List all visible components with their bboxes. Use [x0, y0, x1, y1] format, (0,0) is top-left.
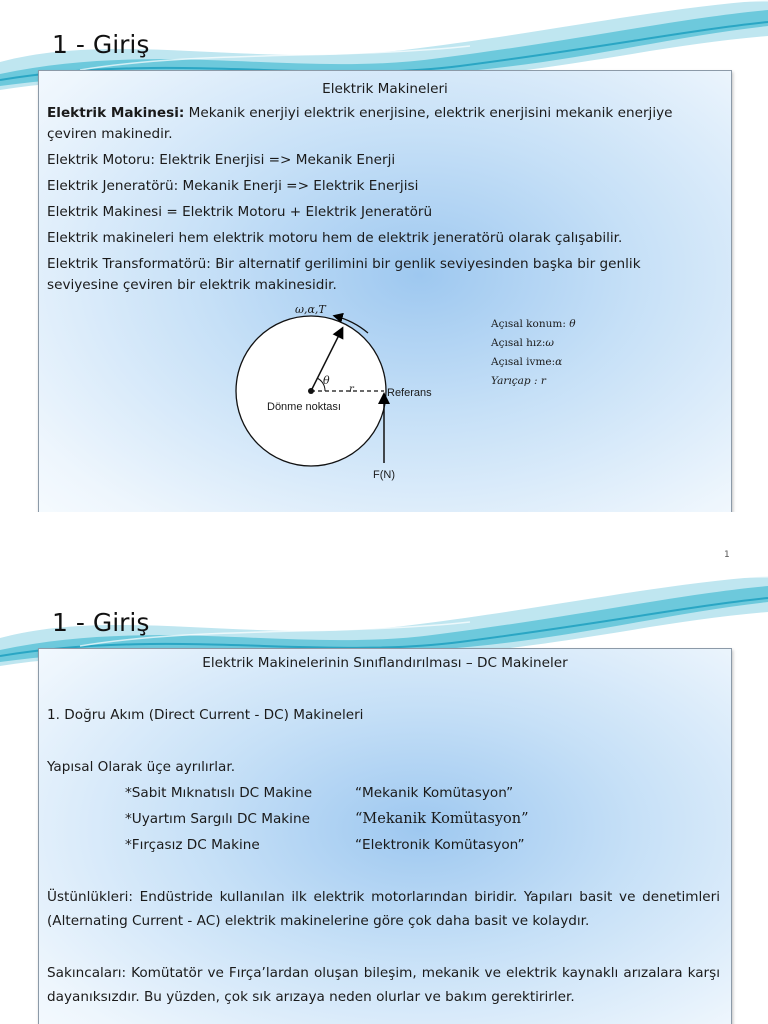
dc-type-commutation: “Mekanik Komütasyon”: [355, 811, 529, 827]
disadvantages-paragraph: Sakıncaları: Komütatör ve Fırça’lardan oluşan bileşim, mekanik ve elektrik kaynaklı arızalara karşı dayanıksızdır. Bu yüzden, çok sık arızaya neden olurlar ve bakım gerektirirler.: [47, 965, 720, 1005]
legend-item: Açısal konum: θ: [491, 318, 576, 330]
dc-type-name: *Sabit Mıknatıslı DC Makine: [125, 785, 313, 801]
text-line: Elektrik Makinesi = Elektrik Motoru + Elektrik Jeneratörü: [47, 204, 433, 220]
text-line: Elektrik Motoru: Elektrik Enerjisi => Mekanik Enerji: [47, 152, 396, 168]
slide-title: 1 - Giriş: [52, 608, 150, 637]
page-number: 1: [724, 550, 730, 560]
slide-heading: Elektrik Makinelerinin Sınıflandırılması – DC Makineler: [202, 655, 568, 671]
advantages-paragraph: Üstünlükleri: Endüstride kullanılan ilk elektrik motorlarından biridir. Yapıları basit ve denetimleri (Alternating Current - AC) elektrik makinelerine göre çok daha basit ve kolaydır.: [47, 889, 720, 929]
section-heading: 1. Doğru Akım (Direct Current - DC) Makineleri: [47, 707, 364, 723]
definition-text-cont: çeviren makinedir.: [47, 126, 173, 142]
symbol-legend: [491, 315, 576, 391]
content-box: [38, 648, 732, 1024]
text-line: seviyesine çeviren bir elektrik makinesidir.: [47, 277, 337, 293]
dc-type-name: *Uyartım Sargılı DC Makine: [125, 811, 310, 827]
text-line: Elektrik Transformatörü: Bir alternatif gerilimini bir genlik seviyesinden başka bir genlik: [47, 256, 641, 272]
legend-item: Açısal ivme:α: [491, 356, 563, 368]
pivot-point: [308, 388, 314, 394]
legend-item: Açısal hız:ω: [491, 337, 554, 349]
text-line: Elektrik Jeneratörü: Mekanik Enerji => Elektrik Enerjisi: [47, 178, 419, 194]
rotation-diagram: [39, 71, 731, 512]
slide-title: 1 - Giriş: [52, 30, 150, 59]
slide-2: [0, 576, 768, 1024]
radius-label: r: [349, 384, 354, 395]
definition-text: Mekanik enerjiyi elektrik enerjisine, elektrik enerjisini mekanik enerjiye: [184, 105, 673, 121]
text-line: Elektrik makineleri hem elektrik motoru hem de elektrik jeneratörü olarak çalışabilir.: [47, 230, 623, 246]
content-box: [38, 70, 732, 512]
force-label: F(N): [373, 469, 395, 481]
dc-type-name: *Fırçasız DC Makine: [125, 837, 260, 853]
legend-item: Yarıçap : r: [491, 375, 546, 387]
theta-label: θ: [323, 374, 330, 387]
reference-label: Referans: [387, 387, 432, 399]
intro-line: Yapısal Olarak üçe ayrılırlar.: [47, 759, 236, 775]
angular-quantities-label: ω,α,T: [295, 303, 326, 316]
dc-type-commutation: “Elektronik Komütasyon”: [355, 837, 525, 853]
definition-term: Elektrik Makinesi:: [47, 105, 185, 121]
dc-type-commutation: “Mekanik Komütasyon”: [355, 785, 514, 801]
slide-heading: Elektrik Makineleri: [322, 81, 448, 97]
pivot-label: Dönme noktası: [267, 401, 341, 413]
